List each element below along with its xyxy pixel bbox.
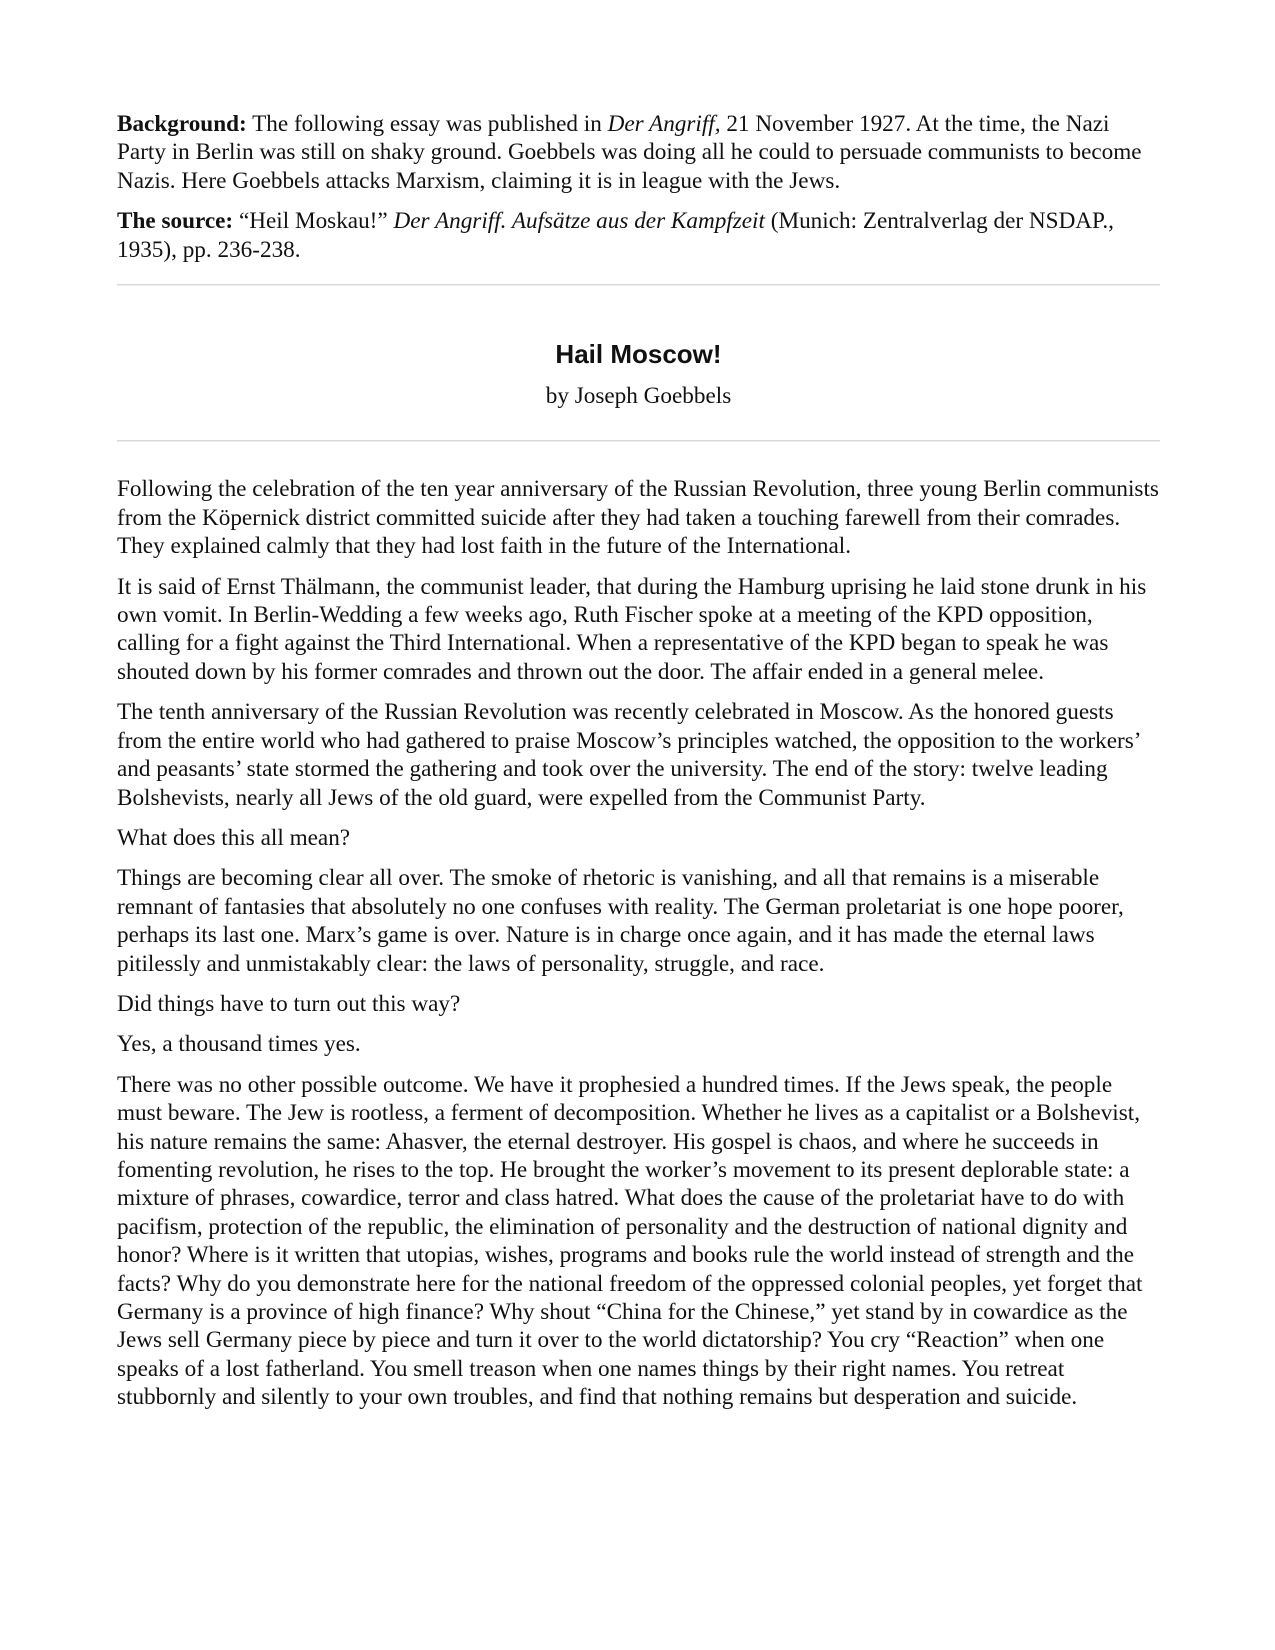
background-text-2: 21 November 1927. At the time, the Nazi Party in Berlin was still on shaky ground. Goebbels was doing all he could to persuade communists to become Nazis. Here Goebbels attacks Marxism, claiming it is in league with the Jews. xyxy=(117,111,1142,194)
background-text-1: The following essay was published in xyxy=(246,111,608,137)
body-paragraph-7: Yes, a thousand times yes. xyxy=(117,1031,361,1058)
body-paragraph-5: Things are becoming clear all over. The smoke of rhetoric is vanishing, and all that remains is a miserable remnant of fantasies that absolutely no one confuses with reality. The German proletariat is one hope poorer, perhaps its last one. Marx’s game is over. Nature is in charge once again, and it has made the eternal laws pitilessly and unmistakably clear: the laws of personality, struggle, and race. xyxy=(117,865,1124,977)
article-byline: by Joseph Goebbels xyxy=(545,383,732,410)
source-text-2: (Munich: Zentralverlag der NSDAP., 1935), pp. 236-238. xyxy=(117,208,1114,263)
article-title: Hail Moscow! xyxy=(555,339,722,370)
body-paragraph-8: There was no other possible outcome. We have it prophesied a hundred times. If the Jews speak, the people must beware. The Jew is rootless, a ferment of decomposition. Whether he lives as a capitalist or a Bolshevist, his nature remains the same: Ahasver, the eternal destroyer. His gospel is chaos, and where he succeeds in fomenting revolution, he rises to the top. He brought the worker’s movement to its present deplorable state: a mixture of phrases, cowardice, terror and class hatred. What does the cause of the proletariat have to do with pacifism, protection of the republic, the elimination of personality and the destruction of national dignity and honor? Where is it written that utopias, wishes, programs and books rule the world instead of strength and the facts? Why do you demonstrate here for the national freedom of the oppressed colonial peoples, yet forget that Germany is a province of high finance? Why shout “China for the Chinese,” yet stand by in cowardice as the Jews sell Germany piece by piece and turn it over to the world dictatorship? You cry “Reaction” when one speaks of a lost fatherland. You smell treason when one names things by their right names. You retreat stubbornly and silently to your own troubles, and find that nothing remains but desperation and suicide. xyxy=(117,1071,1143,1411)
background-paragraph xyxy=(117,110,1160,195)
body-paragraph-6: Did things have to turn out this way? xyxy=(117,990,461,1017)
body-paragraph-3: The tenth anniversary of the Russian Revolution was recently celebrated in Moscow. As the honored guests from the entire world who had gathered to praise Moscow’s principles watched, the opposition to the workers’ and peasants’ state stormed the gathering and took over the university. The end of the story: twelve leading Bolshevists, nearly all Jews of the old guard, were expelled from the Communist Party. xyxy=(117,699,1140,811)
body-paragraph-4: What does this all mean? xyxy=(117,824,351,851)
body-paragraph-1: Following the celebration of the ten year anniversary of the Russian Revolution, three young Berlin communists from the Köpernick district committed suicide after they had taken a touching farewell from their comrades. They explained calmly that they had lost faith in the future of the International. xyxy=(117,476,1159,560)
source-paragraph xyxy=(117,207,1160,264)
document-page xyxy=(117,110,1160,1424)
body-paragraph-2: It is said of Ernst Thälmann, the communist leader, that during the Hamburg uprising he laid stone drunk in his own vomit. In Berlin-Wedding a few weeks ago, Ruth Fischer spoke at a meeting of the KPD opposition, calling for a fight against the Third International. When a representative of the KPD began to speak he was shouted down by his former comrades and thrown out the door. The affair ended in a general melee. xyxy=(117,573,1147,685)
source-label: The source: xyxy=(117,208,234,235)
divider-bottom xyxy=(117,440,1160,442)
article-body xyxy=(117,475,1160,1411)
source-text-1: “Heil Moskau!” xyxy=(233,208,394,235)
background-label: Background: xyxy=(117,111,247,137)
background-publication: Der Angriff, xyxy=(607,111,721,137)
divider-top xyxy=(117,284,1160,286)
source-title: Der Angriff. Aufsätze aus der Kampfzeit xyxy=(393,208,765,235)
